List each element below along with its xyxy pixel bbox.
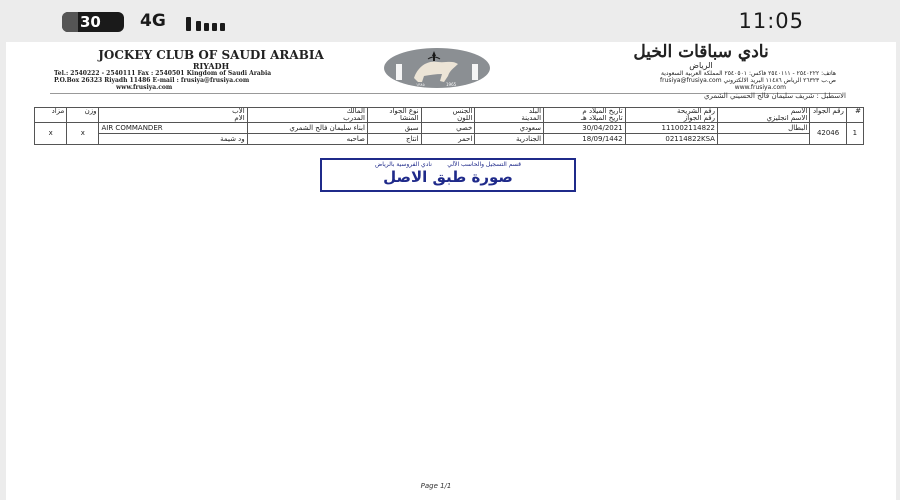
subheader-cell: المدرب — [247, 115, 367, 123]
arabic-address-line: ص.ب ٢٦٣٢٣ الرياض ١١٤٨٦ البريد الالكتروني frusiya@frusiya.com — [660, 77, 836, 84]
owner: ابناء سليمان فالح الشمري — [247, 123, 367, 134]
dam: ود شيمة — [99, 134, 247, 145]
subheader-cell: تاريخ الميلاد هـ — [544, 115, 626, 123]
country: سعودي — [475, 123, 544, 134]
stamp-text: صورة طبق الاصل — [383, 168, 513, 186]
birth-date-hijri: 18/09/1442 — [544, 134, 626, 145]
header-cell: رقم الجواد — [810, 108, 847, 116]
color: احمر — [421, 134, 475, 145]
sire: AIR COMMANDER — [99, 123, 247, 134]
city: الجنادرية — [475, 134, 544, 145]
weight: x — [67, 123, 99, 145]
auction: x — [35, 123, 67, 145]
header-cell: المالك — [247, 108, 367, 116]
stamp-header — [322, 161, 574, 168]
english-contact-line: Tel.: 2540222 - 2540111 Fax : 2540501 Kingdom of Saudi Arabia — [54, 70, 272, 77]
passport-number: 02114822KSA — [625, 134, 717, 145]
stable-label: الاسطبل : شريف سليمان فالح الحسيني الشمري — [704, 92, 846, 100]
header-cell: نوع الجواد — [367, 108, 421, 116]
club-logo-icon — [384, 48, 490, 88]
network-type: 4G — [140, 11, 166, 31]
header-cell: رقم الشريحة — [625, 108, 717, 116]
horse-name-english — [717, 134, 809, 145]
header-cell: # — [846, 108, 863, 116]
english-website: www.frusiya.com — [116, 84, 173, 91]
arabic-website: www.frusiya.com — [734, 84, 786, 91]
sex: خصي — [421, 123, 475, 134]
header-cell: وزن — [67, 108, 99, 116]
logo-year-left: ١٣٨٥ — [416, 82, 425, 87]
signal-icon — [186, 15, 246, 31]
english-address-line: P.O.Box 26323 Riyadh 11486 E-mail : frusiya@frusiya.com — [54, 77, 250, 84]
table-row — [35, 134, 864, 145]
header-cell: الاسم — [717, 108, 809, 116]
table-subheader-row — [35, 115, 864, 123]
trainer: صاحبه — [247, 134, 367, 145]
header-cell: البلد — [475, 108, 544, 116]
subheader-cell — [846, 115, 863, 123]
page-number: Page 1/1 — [420, 482, 452, 490]
row-number: 1 — [846, 123, 863, 145]
status-bar — [0, 0, 900, 42]
subheader-cell — [810, 115, 847, 123]
header-cell: الاب — [99, 108, 247, 116]
horse-type: سبق — [367, 123, 421, 134]
document-page[interactable] — [6, 42, 896, 500]
stamp-department: قسم التسجيل والحاسب الآلي — [447, 161, 521, 168]
chip-number: 111002114822 — [625, 123, 717, 134]
subheader-cell: الام — [99, 115, 247, 123]
table-row — [35, 123, 864, 134]
stamp-club: نادي الفروسية بالرياض — [375, 161, 432, 168]
subheader-cell: المدينة — [475, 115, 544, 123]
arabic-contact-line: هاتف: ٢٥٤٠٢٢٢ - ٢٥٤٠١١١ فاكس: ٢٥٤٠٥٠١ المملكة العربية السعودية — [661, 70, 836, 77]
subheader-cell — [35, 115, 67, 123]
horse-name: البطال — [717, 123, 809, 134]
certified-copy-stamp — [320, 158, 576, 192]
header-cell: الجنس — [421, 108, 475, 116]
horse-number: 42046 — [810, 123, 847, 145]
birth-date-gregorian: 30/04/2021 — [544, 123, 626, 134]
english-city: RIYADH — [192, 61, 230, 71]
arabic-title: نادي سباقات الخيل — [633, 42, 769, 62]
header-cell: مزاد — [35, 108, 67, 116]
subheader-cell: المنشأ — [367, 115, 421, 123]
english-title: JOCKEY CLUB OF SAUDI ARABIA — [98, 48, 324, 62]
battery-indicator: 30 — [62, 12, 124, 32]
horse-table — [34, 107, 864, 145]
subheader-cell: رقم الجواز — [625, 115, 717, 123]
table-header-row — [35, 108, 864, 116]
header-cell: تاريخ الميلاد م — [544, 108, 626, 116]
letterhead — [6, 42, 896, 94]
logo-year-right: 1965 — [446, 82, 457, 87]
subheader-cell — [67, 115, 99, 123]
status-time: 11:05 — [738, 9, 804, 33]
subheader-cell: الاسم انجليزي — [717, 115, 809, 123]
subheader-cell: اللون — [421, 115, 475, 123]
origin: انتاج — [367, 134, 421, 145]
arabic-city: الرياض — [689, 61, 713, 70]
